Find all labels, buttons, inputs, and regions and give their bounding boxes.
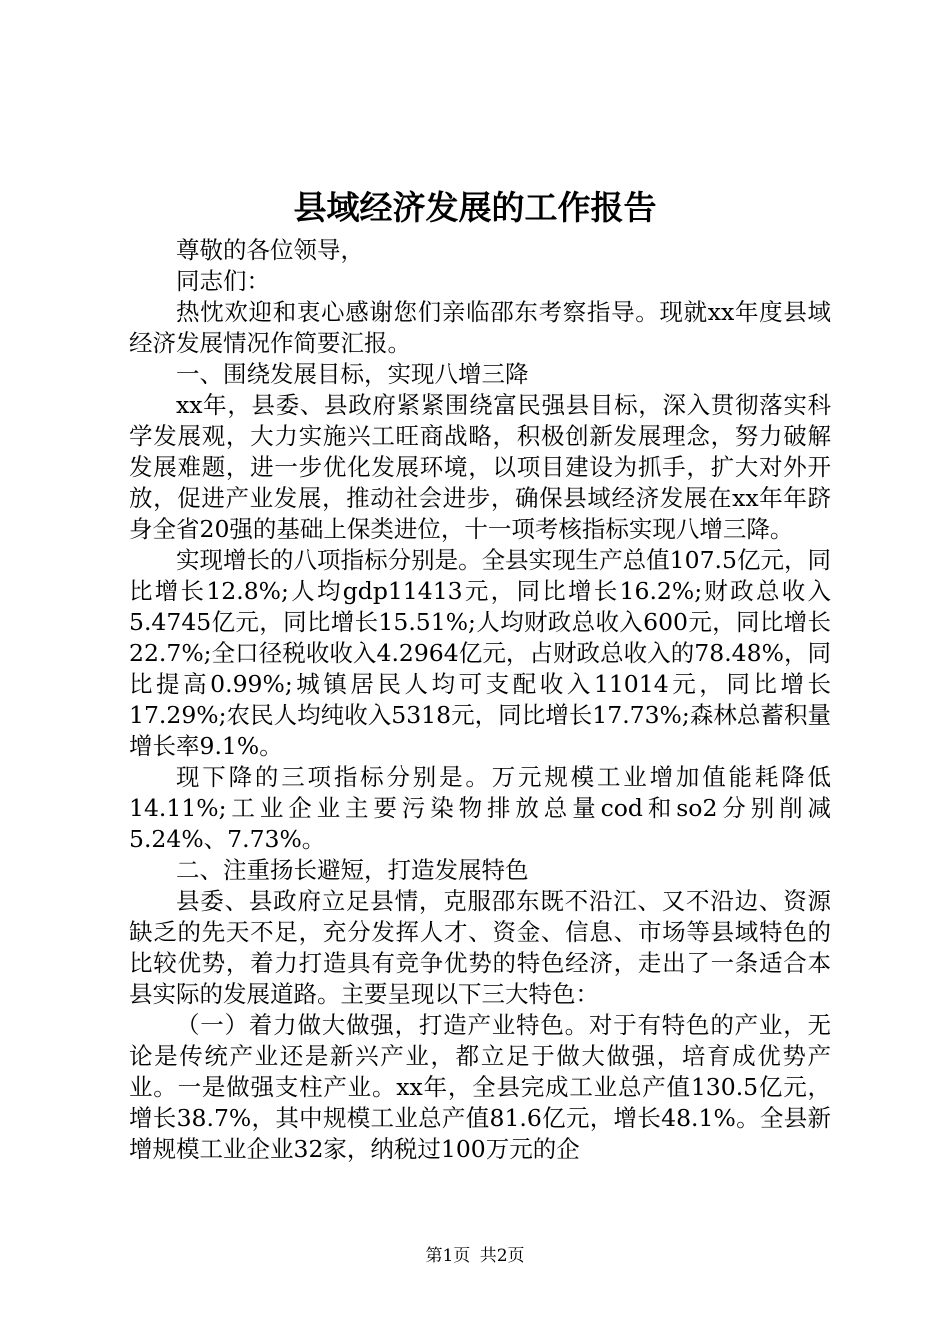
section-heading-2: 二、注重扬长避短，打造发展特色 bbox=[176, 856, 529, 884]
section-heading-1: 一、围绕发展目标，实现八增三降 bbox=[176, 360, 529, 388]
body-paragraph: 县委、县政府立足县情，克服邵东既不沿江、又不沿边、资源缺乏的先天不足，充分发挥人才、资金、信息、市场等县域特色的比较优势，着力打造具有竞争优势的特色经济，走出了一条适合本县实际的发展道路。主要呈现以下三大特色： bbox=[129, 887, 831, 1008]
page-number: 第1页 bbox=[425, 1246, 471, 1266]
body-paragraph: 实现增长的八项指标分别是。全县实现生产总值107.5亿元，同比增长12.8%;人均gdp11413元，同比增长16.2%;财政总收入5.4745亿元，同比增长15.51%;人均财政总收入600元，同比增长22.7%;全口径税收收入4.2964亿元，占财政总收入的78.48%，同比提高0.99%;城镇居民人均可支配收入11014元，同比增长17.29%;农民人均纯收入5318元，同比增长17.73%;森林总蓄积量增长率9.1%。 bbox=[129, 546, 831, 760]
page-footer bbox=[0, 1244, 950, 1268]
salutation-comrades: 同志们： bbox=[176, 267, 270, 295]
body-paragraph: 现下降的三项指标分别是。万元规模工业增加值能耗降低14.11%;工业企业主要污染物排放总量cod和so2分别削减5.24%、7.73%。 bbox=[129, 763, 831, 853]
page-total: 共2页 bbox=[479, 1246, 525, 1266]
document-body bbox=[129, 235, 831, 1165]
intro-paragraph: 热忱欢迎和衷心感谢您们亲临邵东考察指导。现就xx年度县域经济发展情况作简要汇报。 bbox=[129, 298, 831, 357]
document-title: 县域经济发展的工作报告 bbox=[293, 188, 657, 227]
body-paragraph: （一）着力做大做强，打造产业特色。对于有特色的产业，无论是传统产业还是新兴产业，都立足于做大做强，培育成优势产业。一是做强支柱产业。xx年，全县完成工业总产值130.5亿元，增长38.7%，其中规模工业总产值81.6亿元，增长48.1%。全县新增规模工业企业32家，纳税过100万元的企 bbox=[129, 1011, 831, 1163]
salutation-leaders: 尊敬的各位领导， bbox=[176, 236, 364, 264]
body-paragraph: xx年，县委、县政府紧紧围绕富民强县目标，深入贯彻落实科学发展观，大力实施兴工旺商战略，积极创新发展理念，努力破解发展难题，进一步优化发展环境，以项目建设为抓手，扩大对外开放，促进产业发展，推动社会进步，确保县域经济发展在xx年年跻身全省20强的基础上保类进位，十一项考核指标实现八增三降。 bbox=[129, 391, 831, 543]
